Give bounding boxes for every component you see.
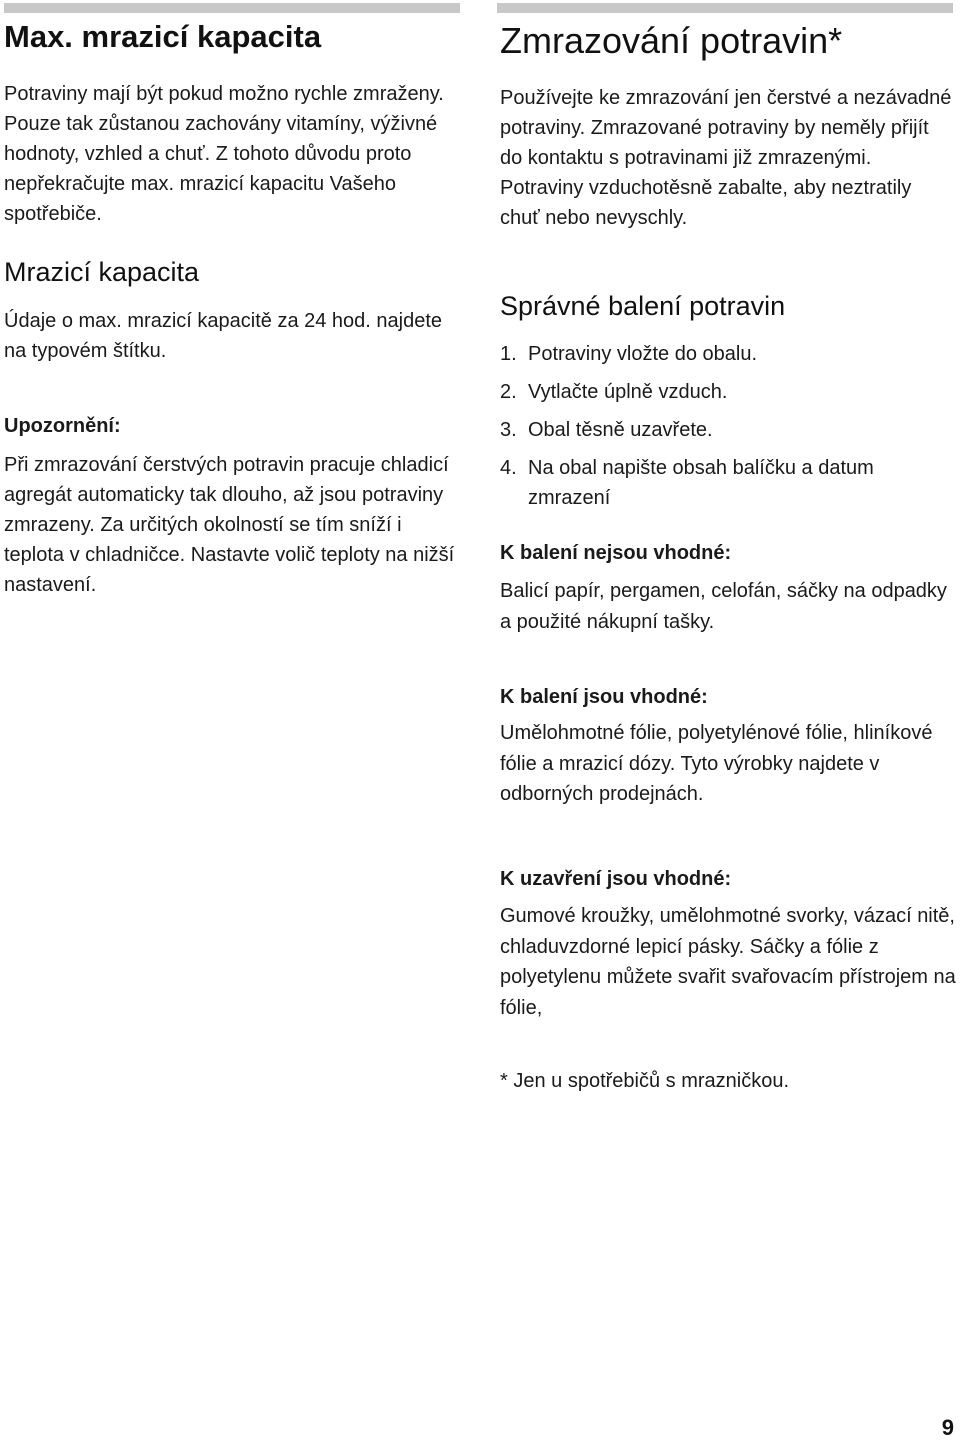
list-item [500, 453, 956, 513]
freezing-intro-paragraph: Používejte ke zmrazování jen čerstvé a nezávadné potraviny. Zmrazované potraviny by neměly přijít do kontaktu s potravinami již zmrazenými. Potraviny vzduchotěsně zabalte, aby neztratily chuť nebo nevyschly. [500, 87, 952, 229]
suitable-paragraph: Umělohmotné fólie, polyetylénové fólie, hliníkové fólie a mrazicí dózy. Tyto výrobky najdete v odborných prodejnách. [500, 722, 933, 805]
step-number: 3. [500, 419, 517, 441]
step-text: Potraviny vložte do obalu. [528, 343, 758, 365]
page-number: 9 [941, 1415, 954, 1440]
unsuitable-label: K balení nejsou vhodné: [500, 542, 732, 564]
step-text: Na obal napište obsah balíčku a datum zmrazení [528, 457, 874, 509]
step-number: 1. [500, 343, 517, 365]
warning-label: Upozornění: [4, 415, 121, 437]
capacity-paragraph: Údaje o max. mrazicí kapacitě za 24 hod. najdete na typovém štítku. [4, 310, 443, 362]
sealing-label: K uzavření jsou vhodné: [500, 868, 732, 890]
step-text: Vytlačte úplně vzduch. [528, 381, 728, 403]
footnote: * Jen u spotřebičů s mrazničkou. [500, 1070, 790, 1092]
list-item [500, 339, 956, 369]
step-number: 4. [500, 457, 517, 479]
section-title-max-capacity: Max. mrazicí kapacita [4, 19, 322, 54]
top-rule-right [497, 3, 953, 13]
top-rule-left [4, 3, 460, 13]
step-number: 2. [500, 381, 517, 403]
subtitle-freezing-capacity: Mrazicí kapacita [4, 257, 200, 287]
section-title-freezing-food: Zmrazování potravin* [500, 20, 843, 61]
list-item [500, 377, 956, 407]
packing-steps-list [500, 339, 956, 521]
suitable-label: K balení jsou vhodné: [500, 686, 708, 708]
intro-paragraph: Potraviny mají být pokud možno rychle zmraženy. Pouze tak zůstanou zachovány vitamíny, výživné hodnoty, vzhled a chuť. Z tohoto důvodu proto nepřekračujte max. mrazicí kapacitu Vašeho spotřebiče. [4, 83, 444, 225]
sealing-paragraph: Gumové kroužky, umělohmotné svorky, vázací nitě, chladuvzdorné lepicí pásky. Sáčky a fólie z polyetylenu můžete svařit svařovacím přístrojem na fólie, [500, 905, 956, 1019]
subtitle-proper-packing: Správné balení potravin [500, 291, 786, 321]
list-item [500, 415, 956, 445]
step-text: Obal těsně uzavřete. [528, 419, 713, 441]
unsuitable-paragraph: Balicí papír, pergamen, celofán, sáčky na odpadky a použité nákupní tašky. [500, 580, 947, 633]
warning-paragraph: Při zmrazování čerstvých potravin pracuje chladicí agregát automaticky tak dlouho, až jsou potraviny zmrazeny. Za určitých okolností se tím sníží i teplota v chladničce. Nastavte volič teploty na nižší nastavení. [4, 454, 455, 596]
